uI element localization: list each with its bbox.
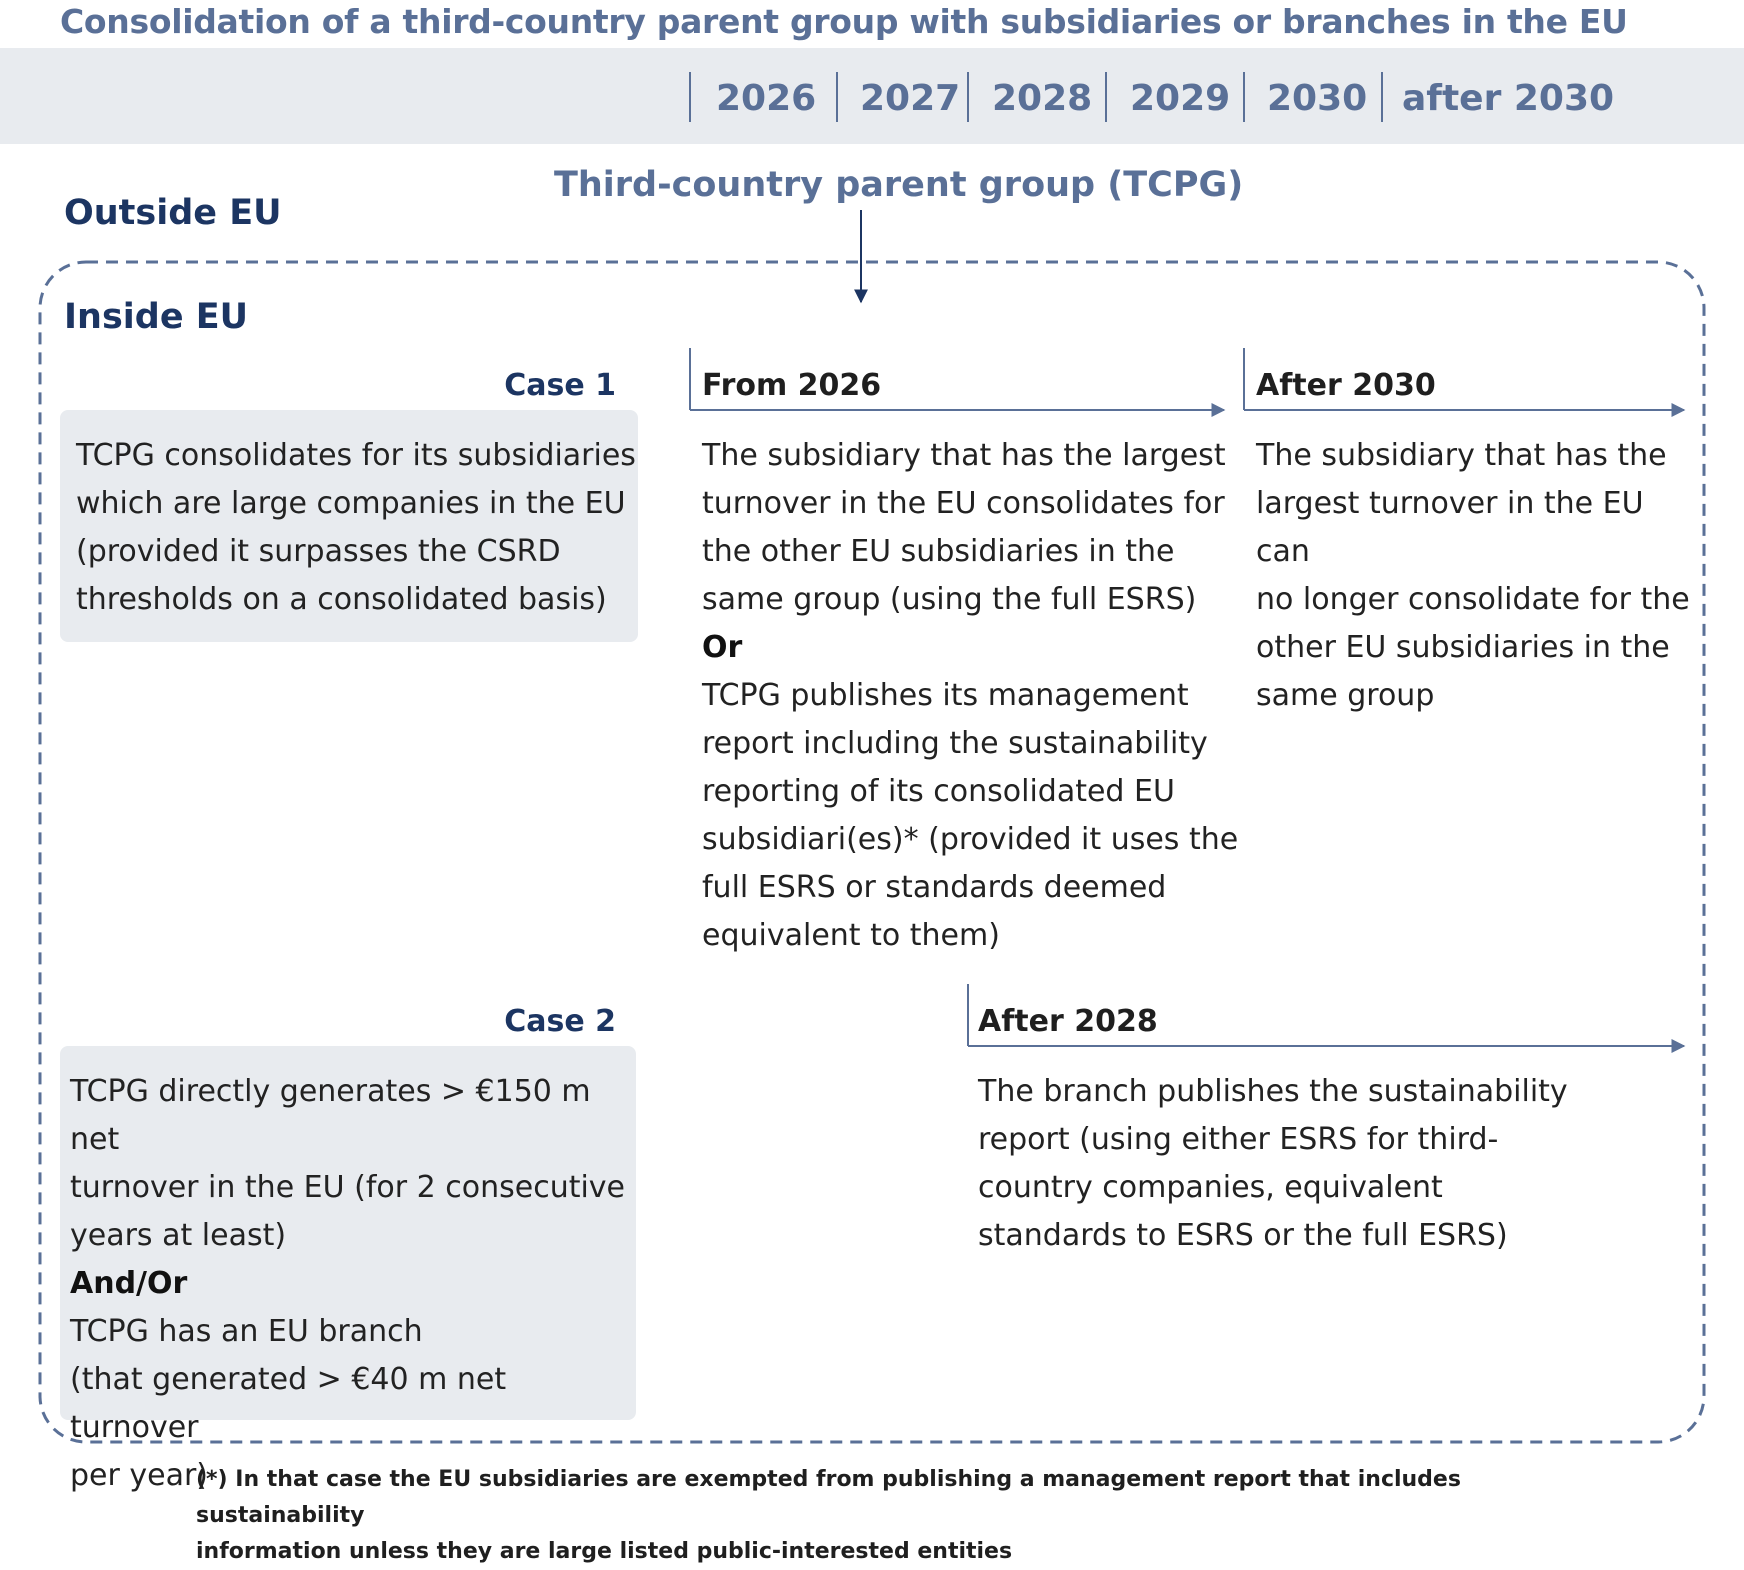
text-line: other EU subsidiaries in the <box>1256 630 1670 665</box>
inside-eu-label: Inside EU <box>64 297 249 337</box>
case-1-box <box>60 410 638 642</box>
parent-group-label: Third-country parent group (TCPG) <box>554 165 1244 205</box>
text-line: turnover in the EU consolidates for <box>702 486 1225 521</box>
footnote <box>196 1462 1576 1570</box>
page-title: Consolidation of a third-country parent group with subsidiaries or branches in the EU <box>60 2 1628 41</box>
year-after-2030: after 2030 <box>1402 78 1615 119</box>
text-line: (provided it surpasses the CSRD <box>76 534 561 569</box>
text-line: largest turnover in the EU can <box>1256 486 1644 569</box>
text-line: which are large companies in the EU <box>76 486 626 521</box>
year-2026: 2026 <box>716 78 817 119</box>
or-connector: Or <box>702 630 743 665</box>
after-2028-heading: After 2028 <box>978 1004 1158 1039</box>
text-line: TCPG publishes its management <box>702 678 1189 713</box>
after-2030-text <box>1256 432 1696 720</box>
case-1-description <box>76 432 636 624</box>
outside-eu-label: Outside EU <box>64 193 282 233</box>
text-line: country companies, equivalent <box>978 1170 1443 1205</box>
text-line: no longer consolidate for the <box>1256 582 1690 617</box>
case-2-label: Case 2 <box>504 1004 616 1039</box>
after-2030-heading: After 2030 <box>1256 368 1436 403</box>
text-line: per year) <box>70 1458 209 1493</box>
text-line: The subsidiary that has the <box>1256 438 1667 473</box>
text-line: turnover in the EU (for 2 consecutive <box>70 1170 626 1205</box>
from-2026-text <box>702 432 1242 960</box>
text-line: TCPG consolidates for its subsidiaries <box>76 438 636 473</box>
text-line: same group (using the full ESRS) <box>702 582 1197 617</box>
text-line: The branch publishes the sustainability <box>978 1074 1568 1109</box>
year-2030: 2030 <box>1267 78 1368 119</box>
text-line: (that generated > €40 m net turnover <box>70 1362 507 1445</box>
text-line: The subsidiary that has the largest <box>702 438 1226 473</box>
text-line: standards to ESRS or the full ESRS) <box>978 1218 1508 1253</box>
footnote-line: (*) In that case the EU subsidiaries are exempted from publishing a management report that includes sustainability <box>196 1467 1461 1528</box>
text-line: full ESRS or standards deemed <box>702 870 1167 905</box>
text-line: thresholds on a consolidated basis) <box>76 582 607 617</box>
text-line: equivalent to them) <box>702 918 1000 953</box>
case-2-box <box>60 1046 636 1493</box>
and-or-connector: And/Or <box>70 1266 188 1301</box>
text-line: report including the sustainability <box>702 726 1208 761</box>
text-line: years at least) <box>70 1218 287 1253</box>
text-line: report (using either ESRS for third- <box>978 1122 1499 1157</box>
case-2-description <box>70 1068 634 1500</box>
year-2027: 2027 <box>860 78 961 119</box>
footnote-line: information unless they are large listed public-interested entities <box>196 1539 1013 1564</box>
after-2028-text <box>978 1068 1618 1260</box>
text-line: TCPG directly generates > €150 m net <box>70 1074 591 1157</box>
text-line: subsidiari(es)* (provided it uses the <box>702 822 1239 857</box>
year-2029: 2029 <box>1130 78 1231 119</box>
from-2026-heading: From 2026 <box>702 368 882 403</box>
text-line: same group <box>1256 678 1435 713</box>
case-1-label: Case 1 <box>504 368 616 403</box>
text-line: reporting of its consolidated EU <box>702 774 1175 809</box>
year-2028: 2028 <box>992 78 1093 119</box>
text-line: the other EU subsidiaries in the <box>702 534 1175 569</box>
text-line: TCPG has an EU branch <box>70 1314 423 1349</box>
